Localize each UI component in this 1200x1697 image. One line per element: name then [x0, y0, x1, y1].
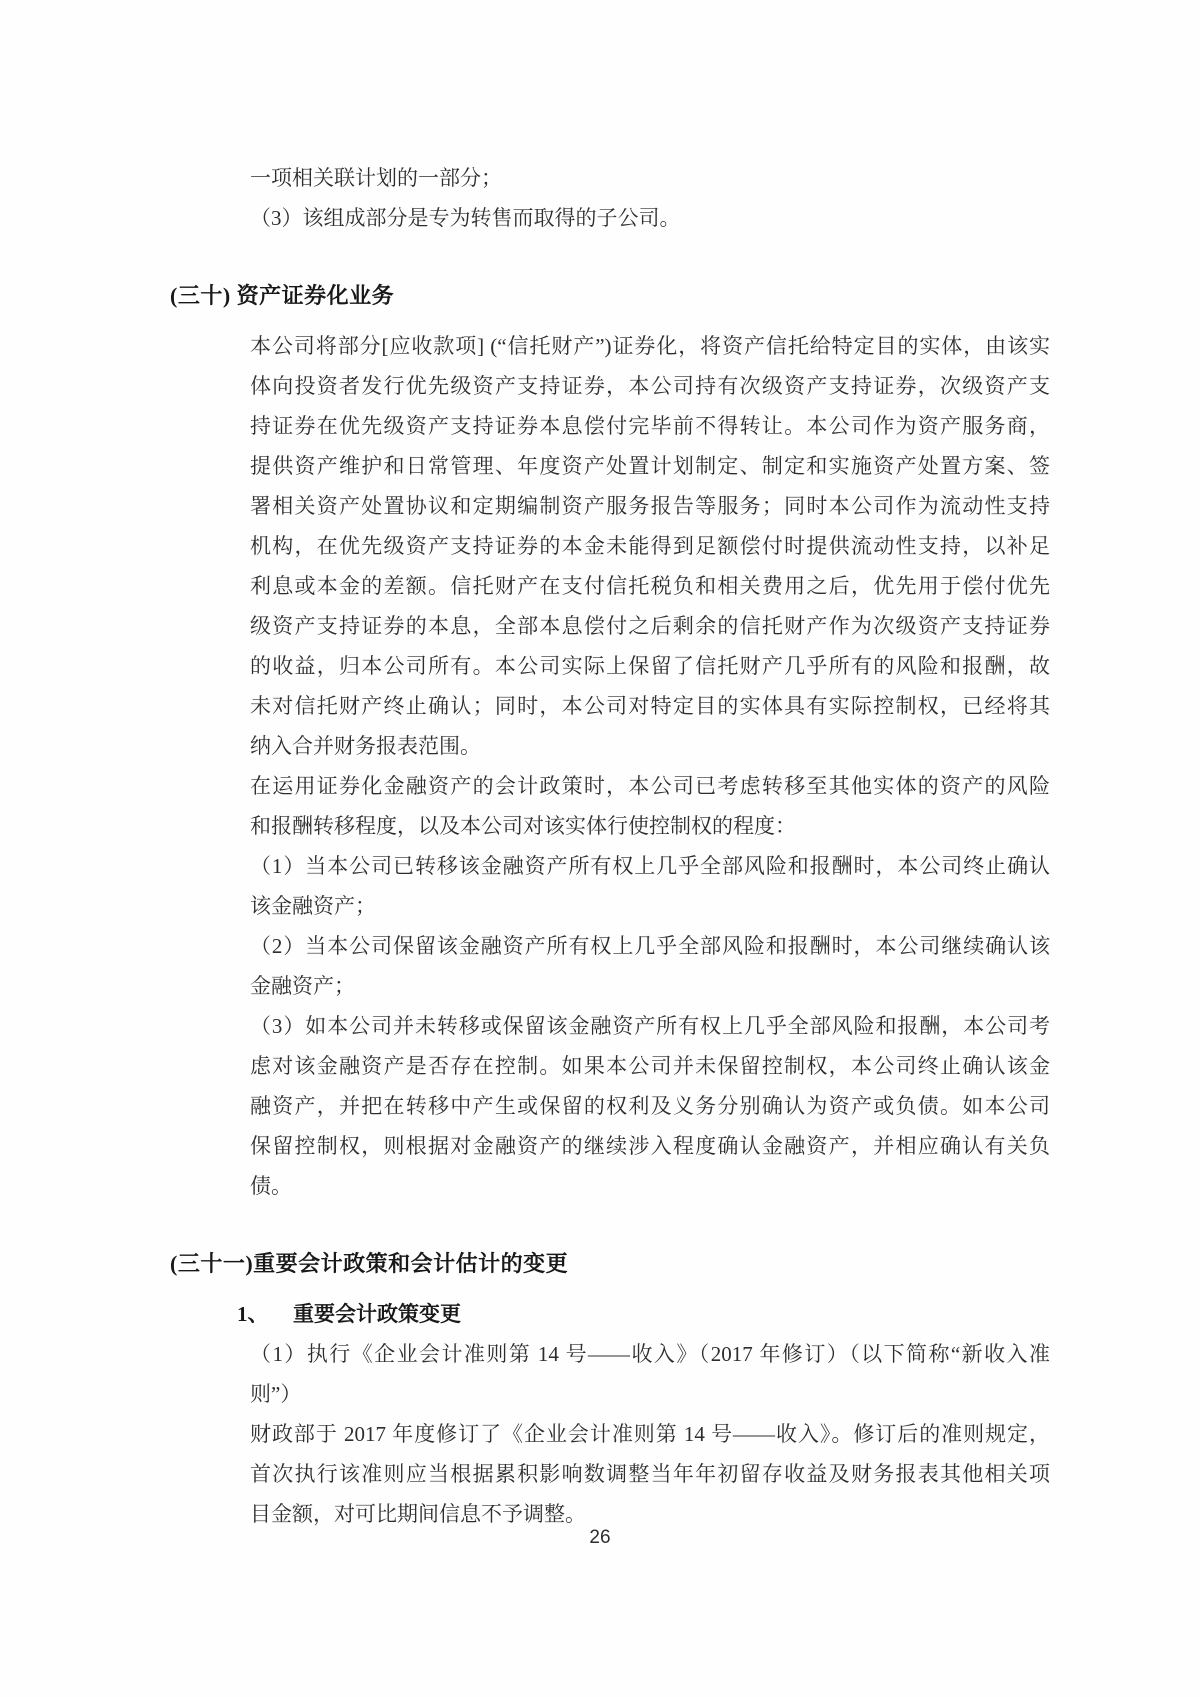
section-30-heading: (三十) 资产证券化业务	[170, 283, 395, 308]
list-item-3-held-for-sale	[250, 198, 1050, 238]
paragraph-line: 利息或本金的差额。信托财产在支付信托税负和相关费用之后，优先用于偿付优先	[250, 574, 1050, 598]
section-30-list-item-3	[250, 1006, 1050, 1206]
paragraph-line: 机构，在优先级资产支持证券的本金未能得到足额偿付时提供流动性支持，以补足	[250, 534, 1050, 558]
section-31-item-1-title	[250, 1334, 1050, 1414]
paragraph-line: （3）如本公司并未转移或保留该金融资产所有权上几乎全部风险和报酬，本公司考	[250, 1014, 1050, 1038]
paragraph-line: 持证券在优先级资产支持证券本息偿付完毕前不得转让。本公司作为资产服务商，	[250, 414, 1050, 438]
section-30-list-item-2	[250, 926, 1050, 1006]
paragraph-line: 债。	[250, 1174, 292, 1198]
paragraph-line: 提供资产维护和日常管理、年度资产处置计划制定、制定和实施资产处置方案、签	[250, 454, 1050, 478]
section-30-paragraph-2	[250, 766, 1050, 846]
section-31-item-1-body	[250, 1414, 1050, 1534]
paragraph-line: 财政部于 2017 年度修订了《企业会计准则第 14 号——收入》。修订后的准则规定，	[250, 1422, 1050, 1446]
paragraph-line: 在运用证券化金融资产的会计政策时，本公司已考虑转移至其他实体的资产的风险	[250, 774, 1050, 798]
paragraph-line: 该金融资产；	[250, 894, 376, 918]
paragraph-line: 保留控制权，则根据对金融资产的继续涉入程度确认金融资产，并相应确认有关负	[250, 1134, 1050, 1158]
paragraph-line: 级资产支持证券的本息，全部本息偿付之后剩余的信托财产作为次级资产支持证券	[250, 614, 1050, 638]
section-30-list-item-1	[250, 846, 1050, 926]
paragraph-line: 本公司将部分[应收款项] (“信托财产”)证券化，将资产信托给特定目的实体，由该实	[250, 334, 1050, 358]
subsection-number: 1、	[237, 1302, 269, 1326]
paragraph-line: 体向投资者发行优先级资产支持证券，本公司持有次级资产支持证券，次级资产支	[250, 374, 1050, 398]
paragraph-line: 目金额，对可比期间信息不予调整。	[250, 1502, 586, 1526]
section-30-paragraph-1	[250, 326, 1050, 766]
carryover-paragraph-tail	[250, 158, 1050, 198]
paragraph-line: 未对信托财产终止确认；同时，本公司对特定目的实体具有实际控制权，已经将其	[250, 694, 1050, 718]
paragraph-line: 和报酬转移程度，以及本公司对该实体行使控制权的程度：	[250, 814, 796, 838]
paragraph-line: 的收益，归本公司所有。本公司实际上保留了信托财产几乎所有的风险和报酬，故	[250, 654, 1050, 678]
paragraph-line: 署相关资产处置协议和定期编制资产服务报告等服务；同时本公司作为流动性支持	[250, 494, 1050, 518]
paragraph-line: （2）当本公司保留该金融资产所有权上几乎全部风险和报酬时，本公司继续确认该	[250, 934, 1050, 958]
paragraph-line: 则”）	[250, 1382, 302, 1406]
paragraph-line: 首次执行该准则应当根据累积影响数调整当年年初留存收益及财务报表其他相关项	[250, 1462, 1050, 1486]
subsection-title: 重要会计政策变更	[293, 1302, 461, 1326]
section-31-subheading-1	[237, 1294, 1050, 1334]
section-31-heading: (三十一)重要会计政策和会计估计的变更	[170, 1251, 569, 1276]
paragraph-line: （3）该组成部分是专为转售而取得的子公司。	[250, 206, 681, 230]
paragraph-line: 虑对该金融资产是否存在控制。如果本公司并未保留控制权，本公司终止确认该金	[250, 1054, 1050, 1078]
paragraph-line: 纳入合并财务报表范围。	[250, 734, 481, 758]
page-number: 26	[589, 1527, 611, 1548]
paragraph-line: 融资产，并把在转移中产生或保留的权利及义务分别确认为资产或负债。如本公司	[250, 1094, 1050, 1118]
paragraph-line: （1）执行《企业会计准则第 14 号——收入》（2017 年修订）（以下简称“新收入准	[250, 1342, 1050, 1366]
paragraph-line: 一项相关联计划的一部分；	[250, 166, 502, 190]
paragraph-line: 金融资产；	[250, 974, 355, 998]
paragraph-line: （1）当本公司已转移该金融资产所有权上几乎全部风险和报酬时，本公司终止确认	[250, 854, 1050, 878]
